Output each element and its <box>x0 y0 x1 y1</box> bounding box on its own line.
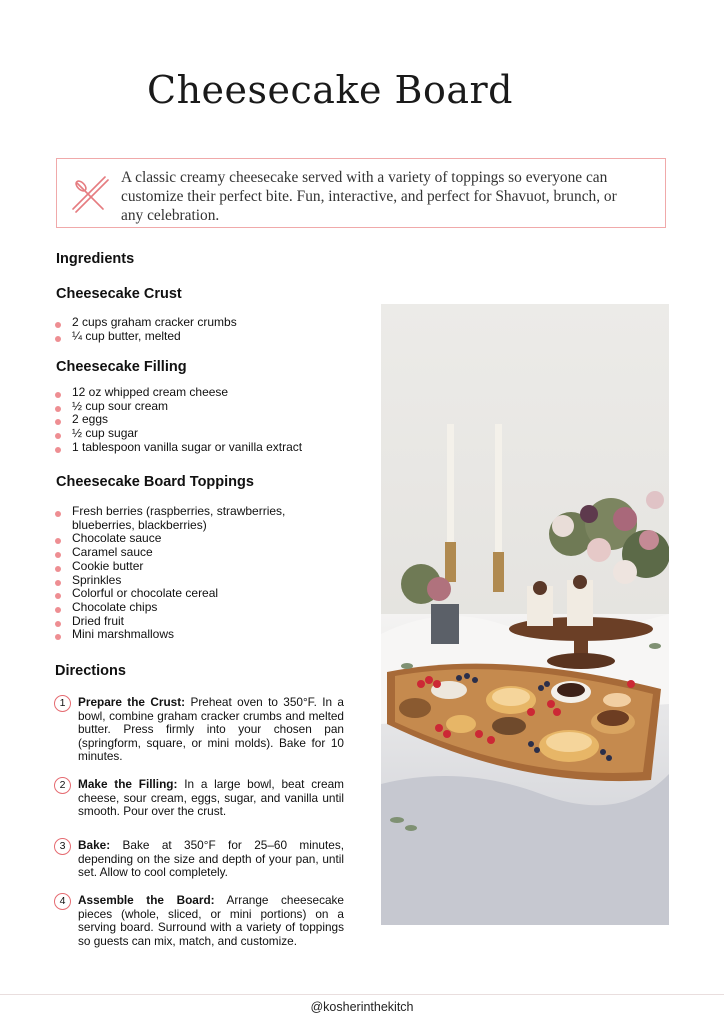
board-illustration <box>381 304 669 925</box>
filling-heading: Cheesecake Filling <box>56 359 187 375</box>
footer-divider <box>0 994 724 995</box>
intro-text: A classic creamy cheesecake served with a variety of toppings so everyone can customize their perfect bite. Fun, interactive, and perfect for Shavuot, brunch, or any celebration. <box>121 169 617 224</box>
step-title: Make the Filling: <box>78 777 178 791</box>
list-item: Colorful or chocolate cereal <box>55 587 300 601</box>
intro-box <box>56 158 666 228</box>
step-number: 3 <box>54 838 71 855</box>
step-text: In a large bowl, beat cream cheese, sour cream, eggs, sugar, and vanilla until smooth. Pour over the crust. <box>78 777 344 819</box>
list-item: Fresh berries (raspberries, strawberries, blueberries, blackberries) <box>55 505 300 532</box>
list-item: Caramel sauce <box>55 546 300 560</box>
footer-handle: @kosherinthekitch <box>310 1000 414 1014</box>
step-text: Preheat oven to 350°F. In a bowl, combine graham cracker crumbs and melted butter. Press firmly into your chosen pan (springform, square, or mini molds). Bake for 10 minutes. <box>78 695 344 764</box>
direction-step <box>54 839 344 880</box>
list-item: 2 eggs <box>55 413 355 427</box>
list-item: Sprinkles <box>55 574 300 588</box>
list-item: ¼ cup butter, melted <box>55 330 355 344</box>
step-number: 2 <box>54 777 71 794</box>
ingredients-heading: Ingredients <box>56 251 135 267</box>
crust-list <box>55 316 355 343</box>
list-item: Dried fruit <box>55 615 300 629</box>
step-text: Arrange cheesecake pieces (whole, sliced, or mini portions) on a serving board. Surround with a variety of toppings so guests can mix, match, and customize. <box>78 893 344 948</box>
page-title: Cheesecake Board <box>147 68 513 112</box>
cheesecake-board-photo <box>381 304 669 925</box>
direction-step <box>54 696 344 764</box>
whisk-rolling-pin-icon <box>69 173 109 213</box>
step-title: Bake: <box>78 838 111 852</box>
direction-step <box>54 894 344 948</box>
list-item: Mini marshmallows <box>55 628 300 642</box>
step-title: Prepare the Crust: <box>78 695 186 709</box>
list-item: Chocolate sauce <box>55 532 300 546</box>
list-item: Chocolate chips <box>55 601 300 615</box>
list-item: 12 oz whipped cream cheese <box>55 386 355 400</box>
list-item: ½ cup sour cream <box>55 400 355 414</box>
list-item: Cookie butter <box>55 560 300 574</box>
step-text: Bake at 350°F for 25–60 minutes, depending on the size and depth of your pan, until set. Allow to cool completely. <box>78 838 344 880</box>
crust-heading: Cheesecake Crust <box>56 286 182 302</box>
step-number: 4 <box>54 893 71 910</box>
toppings-list <box>55 505 300 642</box>
toppings-heading: Cheesecake Board Toppings <box>56 474 254 490</box>
filling-list <box>55 386 355 455</box>
step-number: 1 <box>54 695 71 712</box>
step-title: Assemble the Board: <box>78 893 215 907</box>
directions-heading: Directions <box>55 663 126 679</box>
list-item: ½ cup sugar <box>55 427 355 441</box>
list-item: 1 tablespoon vanilla sugar or vanilla extract <box>55 441 355 455</box>
direction-step <box>54 778 344 819</box>
list-item: 2 cups graham cracker crumbs <box>55 316 355 330</box>
